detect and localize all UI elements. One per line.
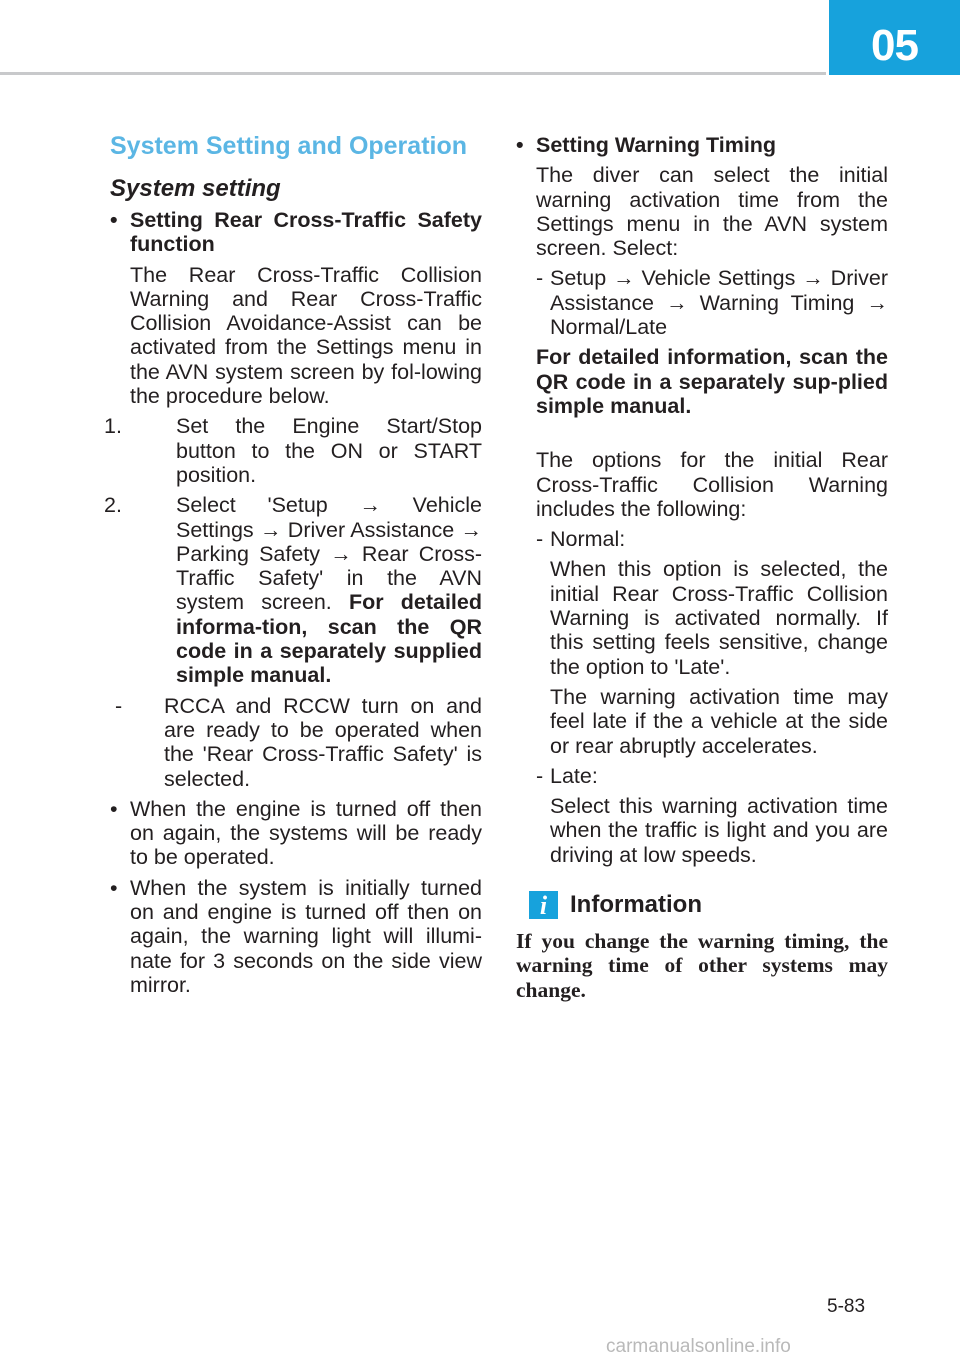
bullet-warning-light: [110, 876, 482, 997]
dash-text: RCCA and RCCW turn on and are ready to be operated when the 'Rear Cross-Traffic Safety' is selected.: [164, 693, 482, 791]
dash-marker: -: [536, 763, 544, 788]
subsection-title: System setting: [110, 175, 281, 202]
bullet-engine-restart: [110, 797, 482, 870]
option-normal: [536, 527, 888, 551]
step-1: [104, 414, 482, 487]
bullet-dot-icon: •: [516, 133, 524, 157]
bullet-rear-cross-traffic: [110, 208, 482, 257]
dash-marker: -: [115, 693, 123, 718]
bullet-title: Setting Rear Cross-Traffic Safety function: [130, 208, 482, 257]
options-intro: The options for the initial Rear Cross-Traffic Collision Warning includes the following:: [536, 448, 888, 521]
information-text: If you change the warning timing, the warning time of other systems may change.: [516, 929, 888, 1002]
information-title: Information: [570, 890, 702, 918]
bullet-text: When the system is initially turned on and engine is turned off then on again, the warning light will illumi-nate for 3 seconds on the side view mirror.: [130, 875, 482, 997]
option-label: Late:: [550, 763, 598, 788]
late-description: Select this warning activation time when the traffic is light and you are driving at low speeds.: [550, 794, 888, 867]
info-icon: i: [529, 891, 558, 919]
bullet-dot-icon: •: [110, 796, 118, 821]
qr-note: For detailed informa-tion, scan the QR code in a separately supplied simple manual.: [176, 590, 482, 688]
option-label: Normal:: [550, 527, 626, 552]
normal-description: When this option is selected, the initial Rear Cross-Traffic Collision Warning is activated normally. If this setting feels sensitive, change the option to 'Late'.: [550, 557, 888, 679]
header-rule: [0, 72, 826, 75]
watermark: carmanualsonline.info: [606, 1336, 791, 1357]
option-late: [536, 764, 888, 788]
bullet-title: Setting Warning Timing: [536, 133, 777, 157]
bullet-dot-icon: •: [110, 875, 118, 900]
page-number: 5-83: [827, 1296, 866, 1317]
dash-marker: -: [536, 527, 544, 552]
step-text: Set the Engine Start/Stop button to the ON or START position.: [176, 414, 482, 487]
step-number: 1.: [104, 414, 122, 439]
step-2: [104, 493, 482, 688]
dash-note: [115, 693, 482, 791]
section-title: System Setting and Operation: [110, 132, 468, 160]
step-text: Select 'Setup → Vehicle Settings → Driver Assistance → Parking Safety → Rear Cross-Traffic Safety' in the AVN system screen.: [176, 493, 482, 615]
step-number: 2.: [104, 493, 122, 518]
bullet-text: When the engine is turned off then on again, the systems will be ready to be operated.: [130, 796, 482, 870]
timing-intro: The diver can select the initial warning activation time from the Settings menu in the AVN system screen. Select:: [536, 163, 888, 261]
qr-note: For detailed information, scan the QR code in a separately sup-plied simple manual.: [536, 345, 888, 418]
normal-note: The warning activation time may feel late if the a vehicle at the side or rear abruptly accelerates.: [550, 684, 888, 758]
dash-marker: -: [536, 266, 544, 291]
left-column: [104, 128, 482, 997]
right-column: [516, 133, 888, 1002]
bullet-dot-icon: •: [110, 208, 118, 232]
bullet-warning-timing: [516, 133, 888, 157]
bullet-description: The Rear Cross-Traffic Collision Warning and Rear Cross-Traffic Collision Avoidance-Assist can be activated from the Settings menu in the AVN system screen by fol-lowing the procedure below.: [130, 262, 482, 409]
setup-path: [536, 266, 888, 339]
path-text: Setup → Vehicle Settings → Driver Assistance → Warning Timing → Normal/Late: [550, 266, 888, 340]
chapter-tab: 05: [829, 0, 960, 75]
information-header: [529, 891, 888, 919]
